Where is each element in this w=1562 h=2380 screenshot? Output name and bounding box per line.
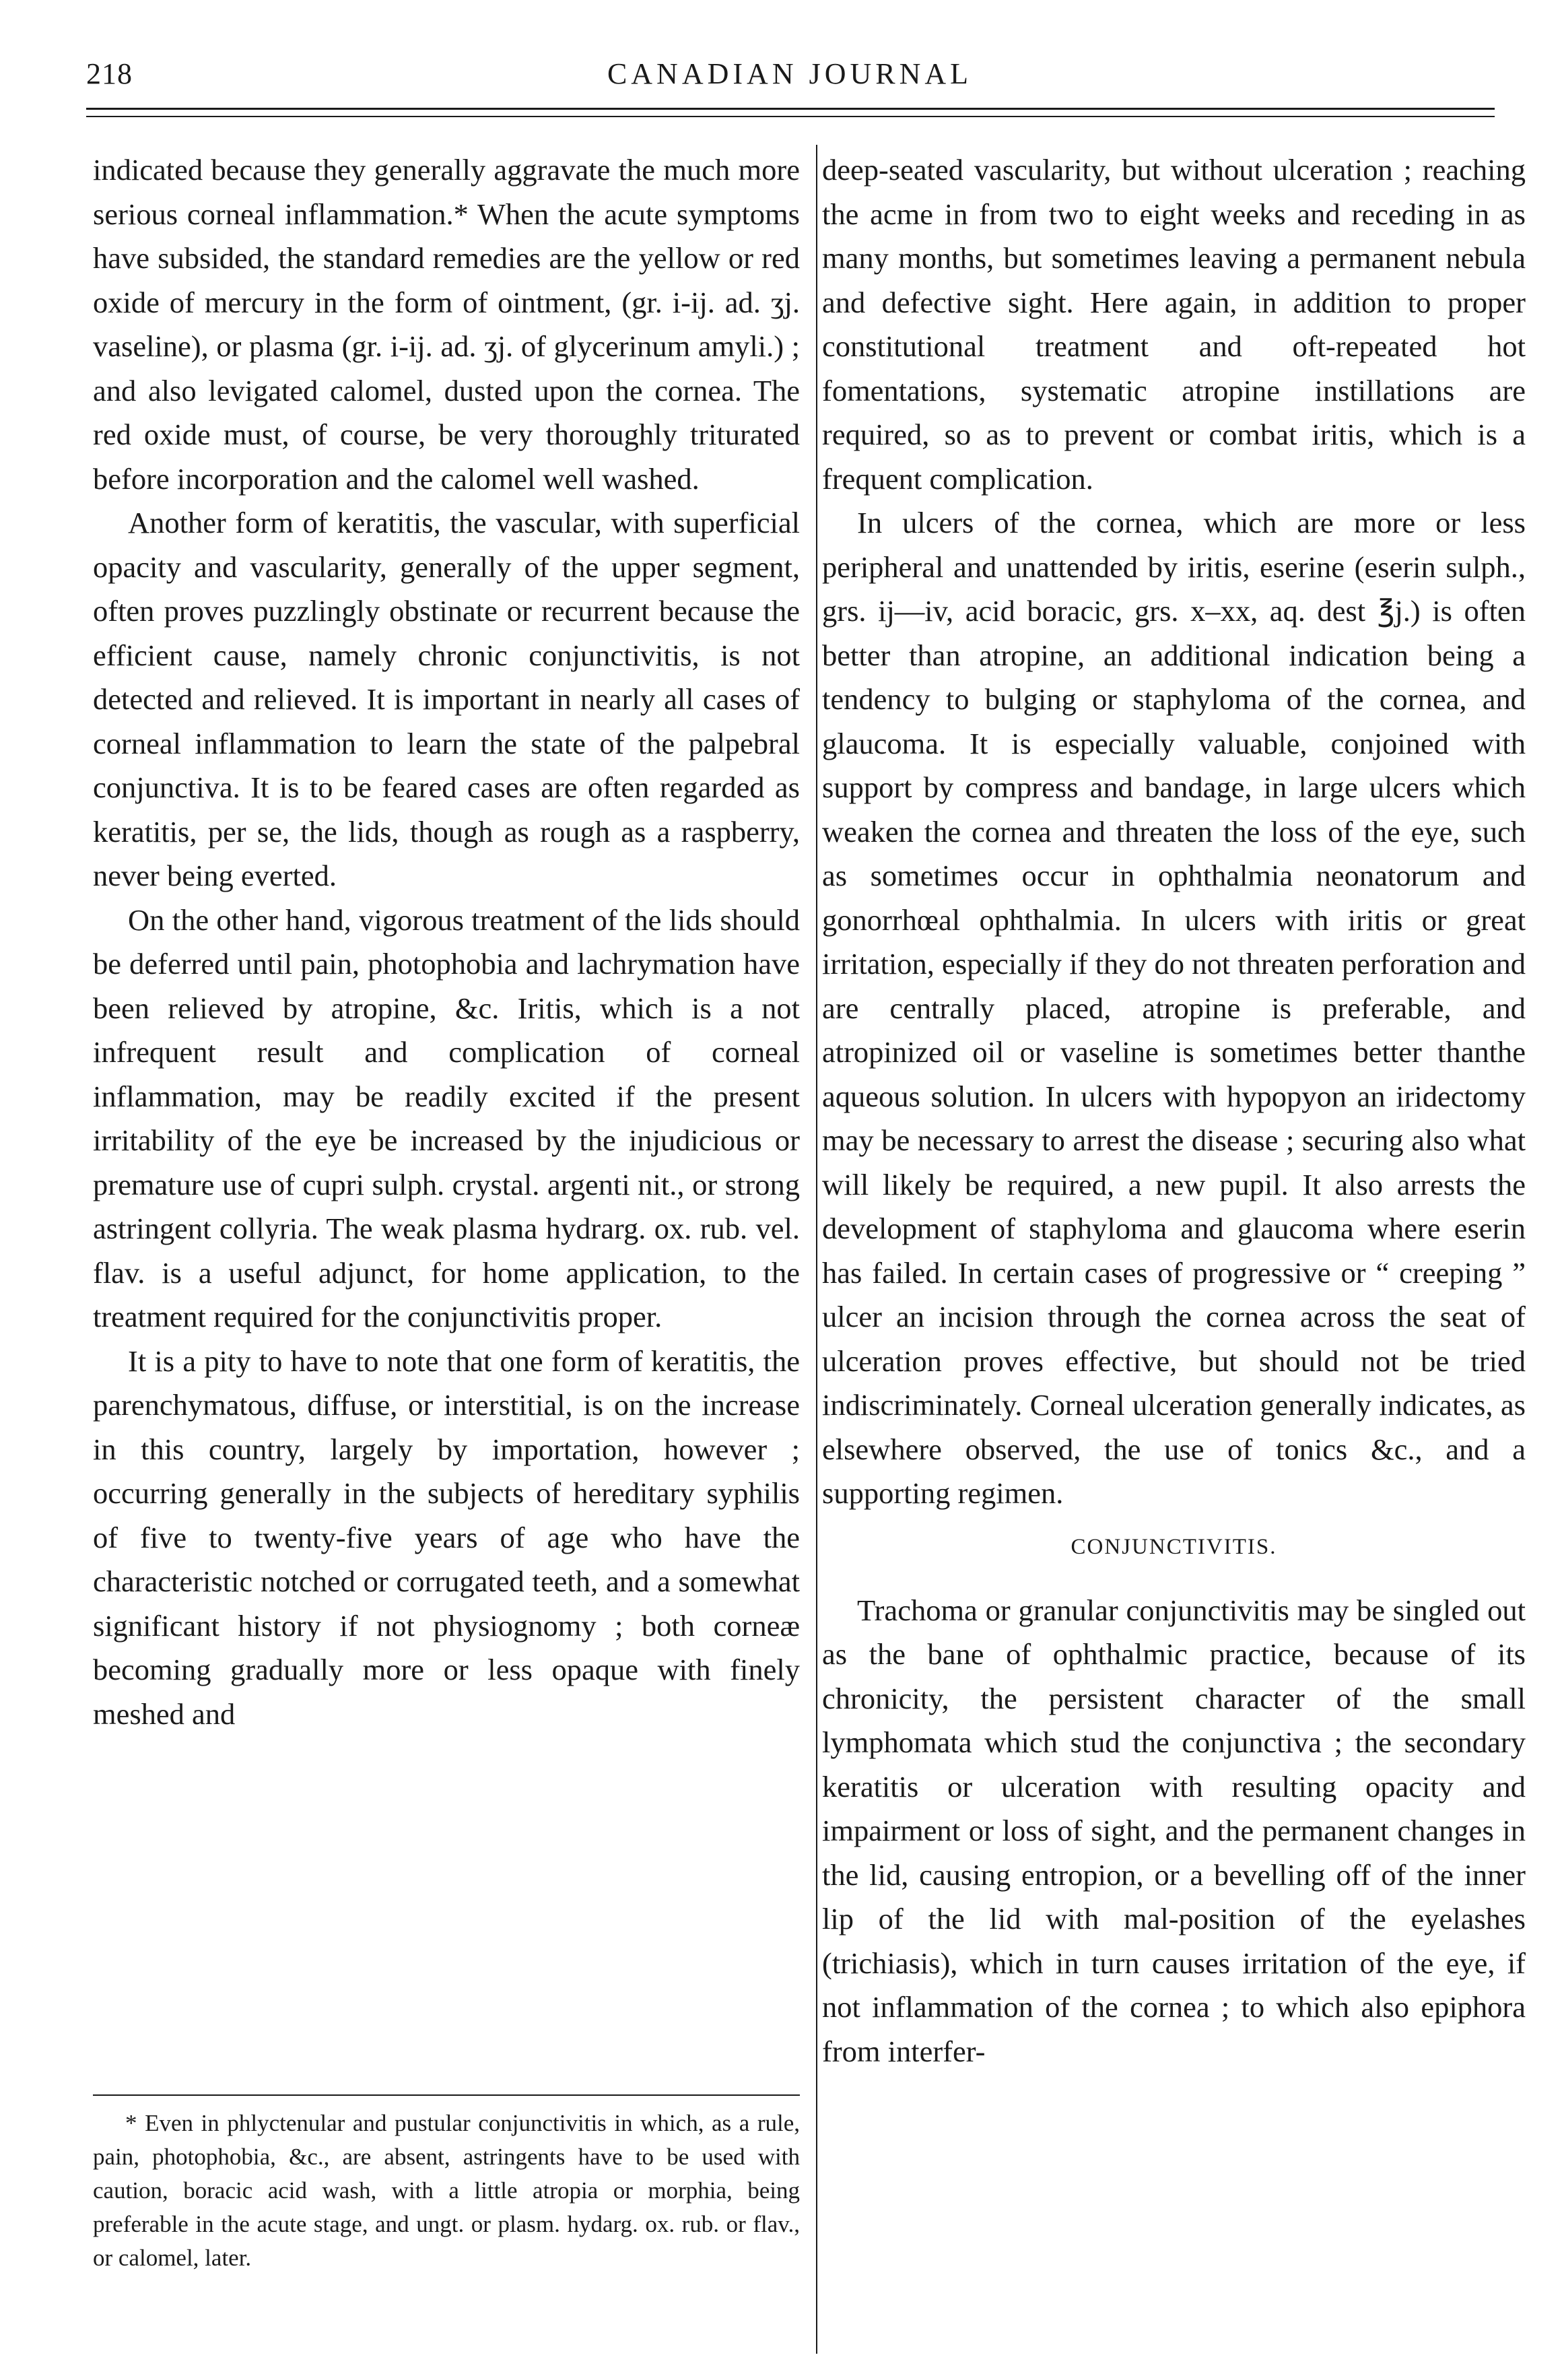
paragraph: On the other hand, vigorous treatment of the lids should be deferred until pain, photophobia and lachrymation have been relieved by atropine, &c. Iritis, which is a not infrequent result and complication of corneal inflammation, may be readily excited if the present irritability of the eye be increased by the injudicious or premature use of cupri sulph. crystal. argenti nit., or strong astringent collyria. The weak plasma hydrarg. ox. rub. vel. flav. is a useful adjunct, for home application, to the treatment required for the conjunctivitis proper. [93,902,800,1333]
paragraph: indicated because they generally aggravate the much more serious corneal inflammation.* When the acute symptoms have subsided, the standard remedies are the yellow or red oxide of mercury in the form of ointment, (gr. i-ij. ad. ʒj. vaseline), or plasma (gr. i-ij. ad. ʒj. of glycerinum amyli.) ; and also levigated calomel, dusted upon the cornea. The red oxide must, of course, be very thoroughly triturated before incorporation and the calomel well washed. [93,153,800,496]
running-head: CANADIAN JOURNAL [607,57,973,90]
paragraph: In ulcers of the cornea, which are more or less peripheral and unattended by iritis, eserine (eserin sulph., grs. ij—iv, acid boracic, grs. x–xx, aq. dest ℥j.) is often better than atropine, an additional indication being a tendency to bulging or staphyloma of the cornea, and glaucoma. It is especially valuable, conjoined with support by compress and bandage, in large ulcers which weaken the cornea and threaten the loss of the eye, such as sometimes occur in ophthalmia neonatorum and gonorrhœal ophthalmia. In ulcers with iritis or great irritation, especially if they do not threaten perforation and are centrally placed, atropine is preferable, and atropinized oil or vaseline is sometimes better thanthe aqueous solution. In ulcers with hypopyon an iridectomy may be necessary to arrest the disease ; securing also what will likely be required, a new pupil. It also arrests the development of staphyloma and glaucoma where eserin has failed. In certain cases of progressive or “ creeping ” ulcer an incision through the cornea across the seat of ulceration proves effective, but should not be tried indiscriminately. Corneal ulceration generally indicates, as elsewhere observed, the use of tonics &c., and a supporting regimen. [822,506,1526,1510]
left-column [93,148,800,1736]
column-divider [816,145,817,2354]
paragraph: It is a pity to have to note that one form of keratitis, the parenchymatous, diffuse, or interstitial, is on the increase in this country, largely by importation, however ; occurring generally in the subjects of hereditary syphilis of five to twenty-five years of age who have the characteristic notched or corrugated teeth, and a somewhat significant history if not physiognomy ; both corneæ becoming gradually more or less opaque with finely meshed and [93,1344,800,1731]
footnote: * Even in phlyctenular and pustular conjunctivitis in which, as a rule, pain, photophobia, &c., are absent, astringents have to be used with caution, boracic acid wash, with a little atropia or morphia, being preferable in the acute stage, and ungt. or plasm. hydarg. ox. rub. or flav., or calomel, later. [93,2110,800,2271]
footnote-rule [93,2094,800,2096]
paragraph: Another form of keratitis, the vascular, with superficial opacity and vascularity, generally of the upper segment, often proves puzzlingly obstinate or recurrent because the efficient cause, namely chronic conjunctivitis, is not detected and relieved. It is important in nearly all cases of corneal inflammation to learn the state of the palpebral conjunctiva. It is to be feared cases are often regarded as keratitis, per se, the lids, though as rough as a raspberry, never being everted. [93,506,800,892]
header-rule-thin [86,116,1495,117]
right-column [822,148,1526,2074]
section-heading: CONJUNCTIVITIS. [1071,1534,1277,1559]
header-rule-thick [86,108,1495,110]
paragraph: deep-seated vascularity, but without ulceration ; reaching the acme in from two to eight weeks and receding in as many months, but sometimes leaving a permanent nebula and defective sight. Here again, in addition to proper constitutional treatment and oft-repeated hot fomentations, systematic atropine instillations are required, so as to prevent or combat iritis, which is a frequent complication. [822,153,1526,496]
paragraph: Trachoma or granular conjunctivitis may be singled out as the bane of ophthalmic practice, because of its chronicity, the persistent character of the small lymphomata which stud the conjunctiva ; the secondary keratitis or ulceration with resulting opacity and impairment or loss of sight, and the permanent changes in the lid, causing entropion, or a bevelling off of the inner lip of the lid with mal-position of the eyelashes (trichiasis), which in turn causes irritation of the eye, if not inflammation of the cornea ; to which also epiphora from interfer- [822,1593,1526,2068]
page-number: 218 [86,57,133,90]
page-header [86,57,1493,97]
